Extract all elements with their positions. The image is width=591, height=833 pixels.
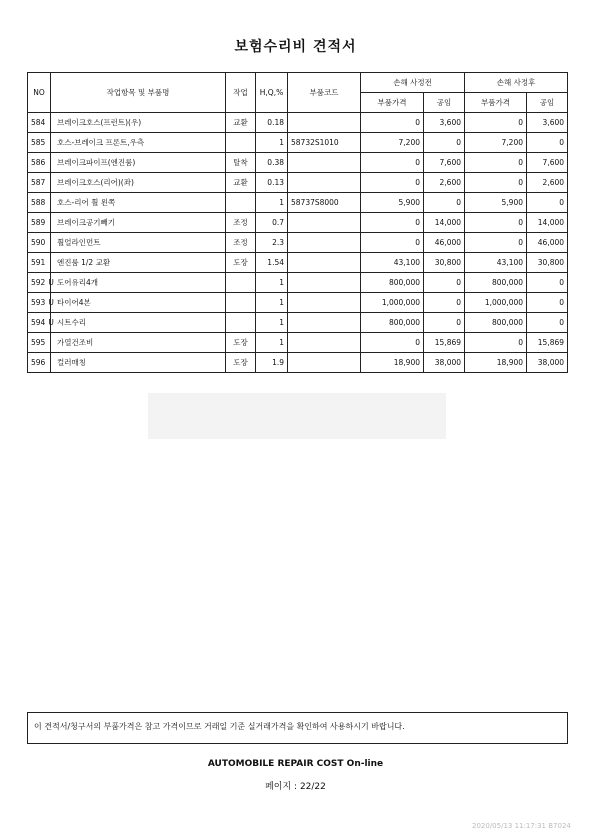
row-hq: 1 bbox=[256, 313, 288, 333]
row-flag: U bbox=[48, 278, 54, 287]
row-work bbox=[226, 293, 256, 313]
row-part-code bbox=[288, 233, 361, 253]
table-row bbox=[28, 193, 568, 213]
row-hq: 1 bbox=[256, 333, 288, 353]
row-before-labor: 0 bbox=[424, 273, 465, 293]
row-part-code bbox=[288, 113, 361, 133]
row-item-name: 시트수리 bbox=[51, 313, 226, 333]
row-no bbox=[28, 293, 54, 313]
row-no bbox=[28, 153, 51, 173]
row-after-part-price: 0 bbox=[465, 173, 527, 193]
row-number: 590 bbox=[31, 238, 46, 247]
row-after-labor: 3,600 bbox=[527, 113, 568, 133]
row-part-code bbox=[288, 293, 361, 313]
row-number: 588 bbox=[31, 198, 46, 207]
row-before-part-price: 18,900 bbox=[361, 353, 424, 373]
row-hq: 1 bbox=[256, 193, 288, 213]
row-no bbox=[28, 273, 54, 293]
header-no: NO bbox=[28, 73, 51, 113]
header-before: 손해 사정전 bbox=[361, 73, 465, 93]
row-no bbox=[28, 213, 51, 233]
row-after-labor: 7,600 bbox=[527, 153, 568, 173]
row-item-name: 브레이크호스(리어)(좌) bbox=[51, 173, 226, 193]
row-after-labor: 0 bbox=[527, 293, 568, 313]
row-item-name: 브레이크호스(프런트)(우) bbox=[51, 113, 226, 133]
row-after-part-price: 18,900 bbox=[465, 353, 527, 373]
header-code: 부품코드 bbox=[288, 73, 361, 113]
row-after-labor: 0 bbox=[527, 273, 568, 293]
row-before-labor: 15,869 bbox=[424, 333, 465, 353]
page-number: 페이지 : 22/22 bbox=[265, 782, 326, 792]
table-row bbox=[28, 293, 568, 313]
row-item-name: 엔진룸 1/2 교환 bbox=[51, 253, 226, 273]
table-row bbox=[28, 133, 568, 153]
row-hq: 1 bbox=[256, 133, 288, 153]
header-before-part-price: 부품가격 bbox=[361, 93, 424, 113]
row-before-labor: 2,600 bbox=[424, 173, 465, 193]
row-after-part-price: 800,000 bbox=[465, 273, 527, 293]
row-number: 595 bbox=[31, 338, 46, 347]
row-part-code bbox=[288, 273, 361, 293]
row-part-code bbox=[288, 353, 361, 373]
row-no bbox=[28, 113, 51, 133]
row-item-name: 휠얼라인먼트 bbox=[51, 233, 226, 253]
row-part-code bbox=[288, 253, 361, 273]
row-after-labor: 30,800 bbox=[527, 253, 568, 273]
row-before-part-price: 0 bbox=[361, 333, 424, 353]
row-item-name: 컬러매칭 bbox=[51, 353, 226, 373]
row-number: 587 bbox=[31, 178, 46, 187]
row-after-part-price: 7,200 bbox=[465, 133, 527, 153]
document-title: 보험수리비 견적서 bbox=[234, 39, 357, 55]
header-work: 작업 bbox=[226, 73, 256, 113]
row-after-part-price: 1,000,000 bbox=[465, 293, 527, 313]
row-before-labor: 0 bbox=[424, 313, 465, 333]
row-number: 585 bbox=[31, 138, 46, 147]
row-before-part-price: 0 bbox=[361, 233, 424, 253]
row-work: 도장 bbox=[226, 253, 256, 273]
row-before-part-price: 0 bbox=[361, 213, 424, 233]
row-number: 593 bbox=[31, 298, 46, 307]
row-part-code bbox=[288, 153, 361, 173]
row-before-labor: 3,600 bbox=[424, 113, 465, 133]
estimate-table bbox=[27, 72, 568, 373]
row-after-labor: 46,000 bbox=[527, 233, 568, 253]
row-part-code bbox=[288, 313, 361, 333]
row-after-part-price: 5,900 bbox=[465, 193, 527, 213]
row-no bbox=[28, 233, 51, 253]
table-row bbox=[28, 173, 568, 193]
table-row bbox=[28, 273, 568, 293]
row-before-labor: 46,000 bbox=[424, 233, 465, 253]
row-no bbox=[28, 313, 54, 333]
row-work bbox=[226, 313, 256, 333]
header-after-labor: 공임 bbox=[527, 93, 568, 113]
row-work: 교환 bbox=[226, 173, 256, 193]
header-item: 작업항목 및 부품명 bbox=[51, 73, 226, 113]
row-after-labor: 0 bbox=[527, 313, 568, 333]
row-after-part-price: 0 bbox=[465, 333, 527, 353]
row-part-code bbox=[288, 213, 361, 233]
header-after: 손해 사정후 bbox=[465, 73, 568, 93]
row-before-part-price: 0 bbox=[361, 113, 424, 133]
row-no bbox=[28, 133, 51, 153]
row-no bbox=[28, 333, 51, 353]
row-after-labor: 2,600 bbox=[527, 173, 568, 193]
row-after-labor: 38,000 bbox=[527, 353, 568, 373]
table-row bbox=[28, 353, 568, 373]
row-work: 도장 bbox=[226, 333, 256, 353]
row-item-name: 브레이크공기빼기 bbox=[51, 213, 226, 233]
row-after-labor: 0 bbox=[527, 193, 568, 213]
table-row bbox=[28, 253, 568, 273]
row-number: 586 bbox=[31, 158, 46, 167]
row-after-labor: 14,000 bbox=[527, 213, 568, 233]
row-hq: 2.3 bbox=[256, 233, 288, 253]
row-work: 조정 bbox=[226, 213, 256, 233]
row-part-code bbox=[288, 173, 361, 193]
row-item-name: 타이어4본 bbox=[51, 293, 226, 313]
row-before-part-price: 7,200 bbox=[361, 133, 424, 153]
row-hq: 1 bbox=[256, 293, 288, 313]
table-row bbox=[28, 113, 568, 133]
row-before-part-price: 5,900 bbox=[361, 193, 424, 213]
row-flag: U bbox=[48, 318, 54, 327]
row-no bbox=[28, 253, 51, 273]
row-work: 교환 bbox=[226, 113, 256, 133]
row-before-labor: 0 bbox=[424, 293, 465, 313]
row-after-part-price: 0 bbox=[465, 153, 527, 173]
row-item-name: 가열건조비 bbox=[51, 333, 226, 353]
row-before-labor: 38,000 bbox=[424, 353, 465, 373]
row-item-name: 도어유리4개 bbox=[51, 273, 226, 293]
row-flag: U bbox=[48, 298, 54, 307]
table-row bbox=[28, 313, 568, 333]
row-after-part-price: 0 bbox=[465, 233, 527, 253]
row-number: 594 bbox=[31, 318, 46, 327]
row-before-labor: 0 bbox=[424, 133, 465, 153]
row-hq: 1.9 bbox=[256, 353, 288, 373]
row-no bbox=[28, 193, 51, 213]
row-work: 탈착 bbox=[226, 153, 256, 173]
table-row bbox=[28, 333, 568, 353]
row-number: 589 bbox=[31, 218, 46, 227]
row-after-labor: 15,869 bbox=[527, 333, 568, 353]
row-part-code bbox=[288, 333, 361, 353]
row-after-part-price: 0 bbox=[465, 113, 527, 133]
print-timestamp: 2020/05/13 11:17:31 B7024 bbox=[472, 822, 571, 830]
row-after-labor: 0 bbox=[527, 133, 568, 153]
notice-box: 이 견적서/청구서의 부품가격은 참고 가격이므로 거래일 기준 실거래가격을 확인하여 사용하시기 바랍니다. bbox=[27, 712, 568, 744]
row-before-part-price: 1,000,000 bbox=[361, 293, 424, 313]
row-work bbox=[226, 133, 256, 153]
header-hq: H,Q,% bbox=[256, 73, 288, 113]
row-after-part-price: 800,000 bbox=[465, 313, 527, 333]
row-after-part-price: 43,100 bbox=[465, 253, 527, 273]
row-before-labor: 7,600 bbox=[424, 153, 465, 173]
row-after-part-price: 0 bbox=[465, 213, 527, 233]
footer-brand: AUTOMOBILE REPAIR COST On-line bbox=[207, 759, 384, 769]
row-work: 도장 bbox=[226, 353, 256, 373]
watermark-block bbox=[148, 393, 446, 439]
row-item-name: 호스-브레이크 프론트,우측 bbox=[51, 133, 226, 153]
row-number: 591 bbox=[31, 258, 46, 267]
row-before-part-price: 0 bbox=[361, 153, 424, 173]
row-before-labor: 30,800 bbox=[424, 253, 465, 273]
header-after-part-price: 부품가격 bbox=[465, 93, 527, 113]
row-hq: 1 bbox=[256, 273, 288, 293]
row-before-part-price: 0 bbox=[361, 173, 424, 193]
row-before-labor: 0 bbox=[424, 193, 465, 213]
row-number: 592 bbox=[31, 278, 46, 287]
row-work bbox=[226, 273, 256, 293]
row-hq: 1.54 bbox=[256, 253, 288, 273]
table-row bbox=[28, 233, 568, 253]
row-before-part-price: 43,100 bbox=[361, 253, 424, 273]
row-number: 596 bbox=[31, 358, 46, 367]
table-row bbox=[28, 153, 568, 173]
row-item-name: 호스-리어 휠 왼쪽 bbox=[51, 193, 226, 213]
table-row bbox=[28, 213, 568, 233]
header-before-labor: 공임 bbox=[424, 93, 465, 113]
row-before-part-price: 800,000 bbox=[361, 273, 424, 293]
row-hq: 0.38 bbox=[256, 153, 288, 173]
row-no bbox=[28, 173, 51, 193]
row-hq: 0.13 bbox=[256, 173, 288, 193]
row-hq: 0.18 bbox=[256, 113, 288, 133]
row-part-code: 58732S1010 bbox=[288, 133, 361, 153]
row-work: 조정 bbox=[226, 233, 256, 253]
row-item-name: 브레이크파이프(엔진룸) bbox=[51, 153, 226, 173]
row-part-code: 58737S8000 bbox=[288, 193, 361, 213]
row-hq: 0.7 bbox=[256, 213, 288, 233]
row-before-labor: 14,000 bbox=[424, 213, 465, 233]
row-before-part-price: 800,000 bbox=[361, 313, 424, 333]
row-work bbox=[226, 193, 256, 213]
row-number: 584 bbox=[31, 118, 46, 127]
row-no bbox=[28, 353, 51, 373]
